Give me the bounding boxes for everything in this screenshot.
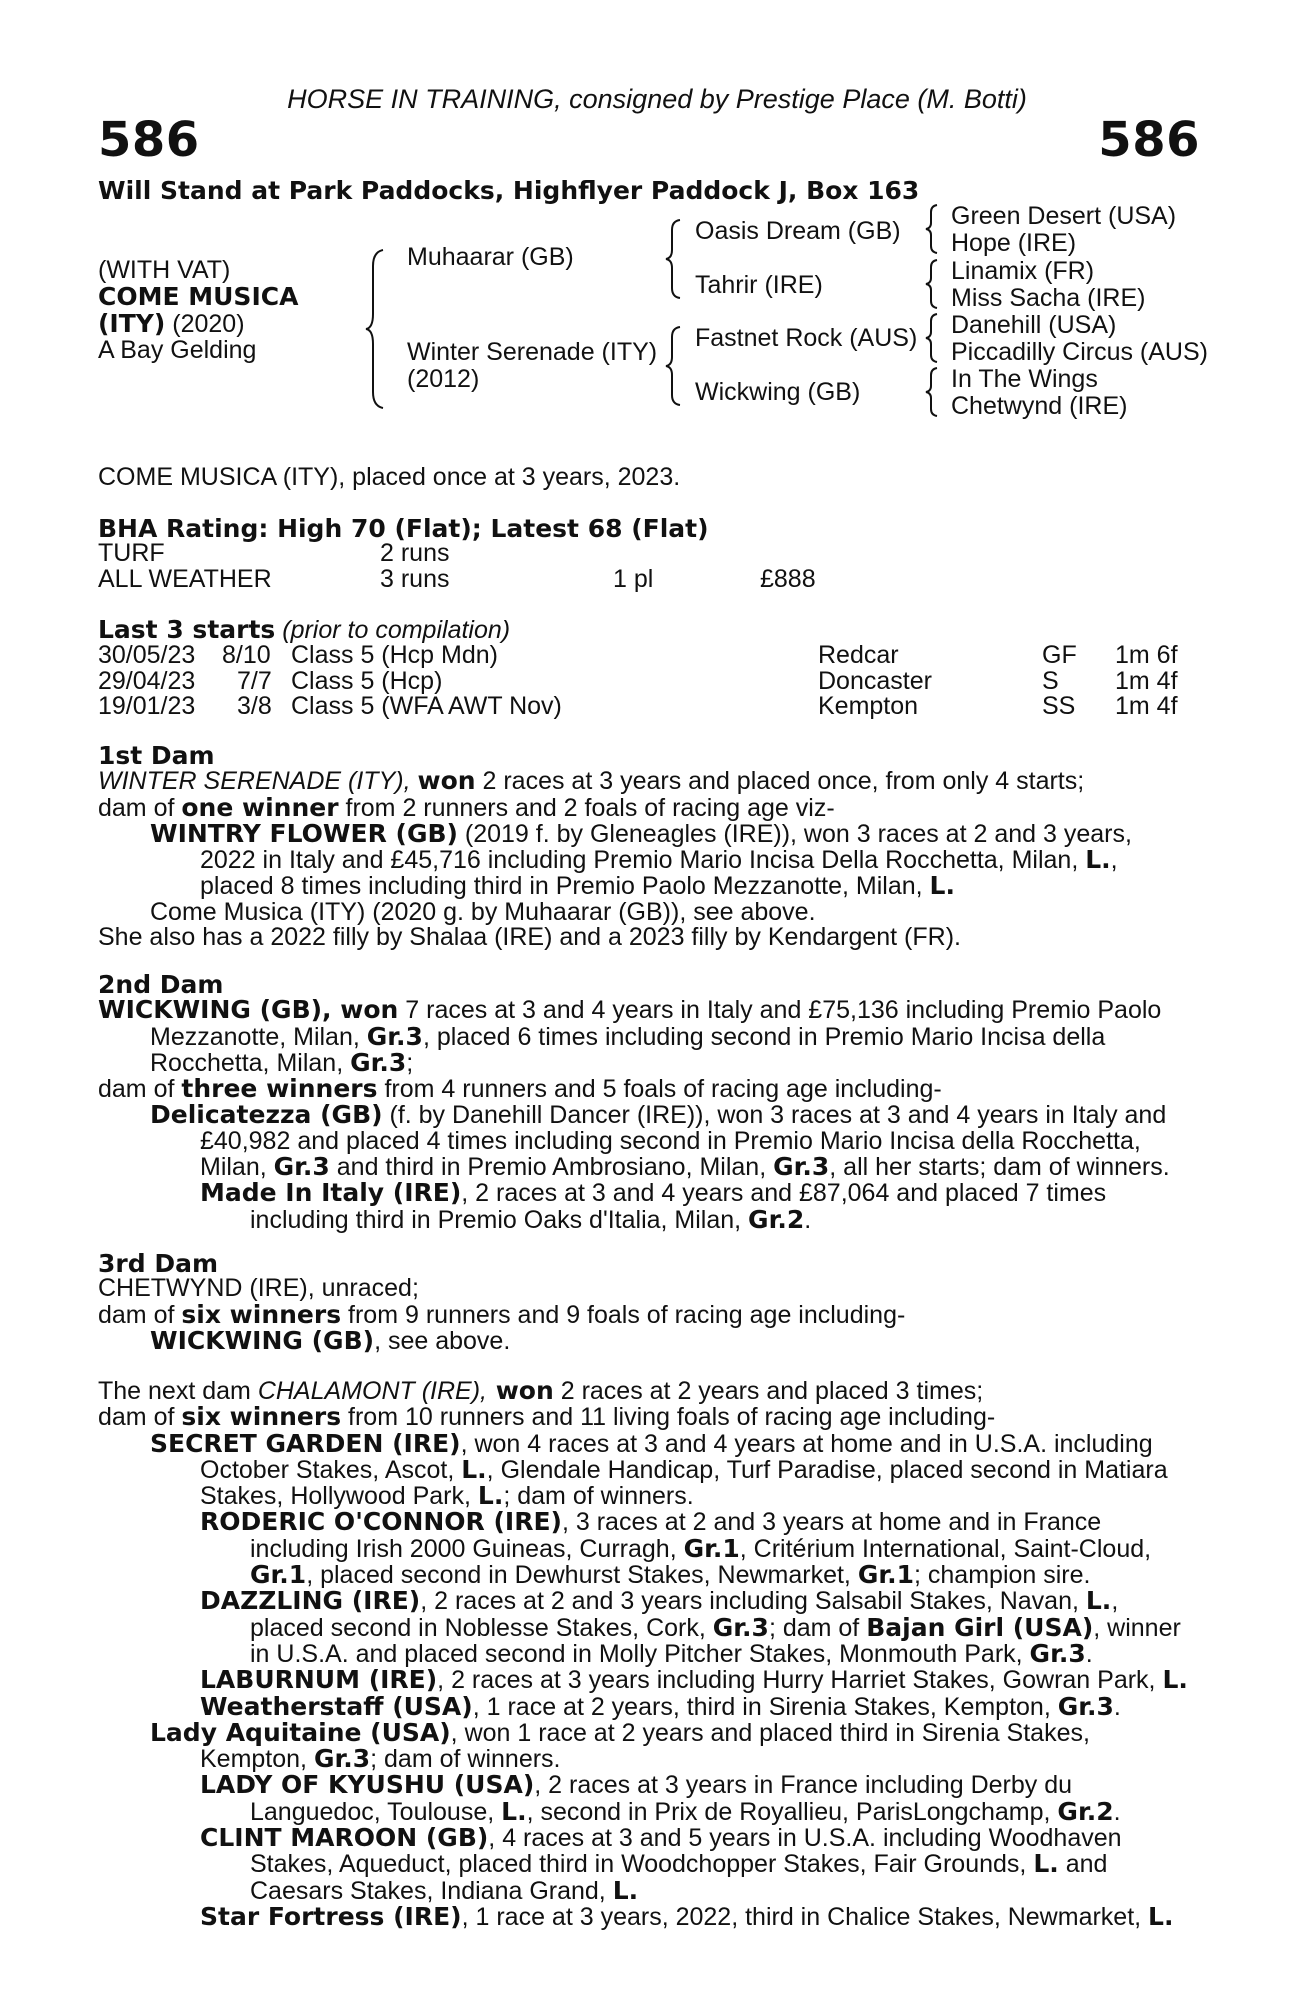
- rating-row-all-weather: ALL WEATHER 3 runs 1 pl £888: [98, 564, 816, 593]
- pedigree-brace-g1: [925, 203, 939, 255]
- next-dam-line: Stakes, Aqueduct, placed third in Woodchopper Stakes, Fair Grounds, L. and: [250, 1849, 1108, 1879]
- first-dam-section: [98, 743, 1198, 950]
- second-dam-line: including third in Premio Oaks d'Italia, Milan, Gr.2.: [250, 1204, 812, 1234]
- first-dam-line: Come Musica (ITY) (2020 g. by Muhaarar (GB)), see above.: [150, 897, 816, 926]
- first-dam-line: dam of one winner from 2 runners and 2 foals of racing age viz-: [98, 792, 835, 822]
- next-dam-section: [98, 1378, 1198, 1930]
- next-dam-line: DAZZLING (IRE), 2 races at 2 and 3 years including Salsabil Stakes, Navan, L.,: [200, 1586, 1119, 1616]
- next-dam-line: dam of six winners from 10 runners and 11 living foals of racing age including-: [98, 1402, 996, 1432]
- second-dam-line: Delicatezza (GB) (f. by Danehill Dancer (IRE)), won 3 races at 3 and 4 years in Italy and: [150, 1100, 1167, 1130]
- pedigree-g3-2: Hope (IRE): [951, 229, 1077, 257]
- horse-name: COME MUSICA: [98, 282, 299, 311]
- next-dam-line: SECRET GARDEN (IRE), won 4 races at 3 and 4 years at home and in U.S.A. including: [150, 1428, 1153, 1458]
- second-dam-heading: 2nd Dam: [98, 970, 224, 999]
- pedigree-g3-4: Miss Sacha (IRE): [951, 284, 1146, 312]
- pedigree-brace-sire: [665, 218, 683, 300]
- first-dam-line: 2022 in Italy and £45,716 including Premio Mario Incisa Della Rocchetta, Milan, L.,: [200, 845, 1118, 875]
- first-dam-line: WINTRY FLOWER (GB) (2019 f. by Gleneagles (IRE)), won 3 races at 2 and 3 years,: [150, 818, 1132, 848]
- third-dam-section: [98, 1251, 1198, 1354]
- pedigree-g3-3: Linamix (FR): [951, 257, 1095, 285]
- second-dam-line: Made In Italy (IRE), 2 races at 3 and 4 years and £87,064 and placed 7 times: [200, 1178, 1107, 1208]
- next-dam-line: Lady Aquitaine (USA), won 1 race at 2 years and placed third in Sirenia Stakes,: [150, 1717, 1090, 1747]
- horse-description: A Bay Gelding: [98, 336, 257, 364]
- pedigree-brace-dam: [665, 325, 683, 407]
- next-dam-line: The next dam CHALAMONT (IRE), won 2 races at 2 years and placed 3 times;: [98, 1376, 984, 1405]
- pedigree-sire: Muhaarar (GB): [407, 243, 574, 271]
- rating-row-turf: TURF 2 runs: [98, 539, 450, 568]
- lot-number-left: 586: [98, 112, 200, 168]
- pedigree-g3-1: Green Desert (USA): [951, 202, 1177, 230]
- next-dam-line: in U.S.A. and placed second in Molly Pitcher Stakes, Monmouth Park, Gr.3.: [250, 1638, 1093, 1668]
- second-dam-line: dam of three winners from 4 runners and 5 foals of racing age including-: [98, 1074, 942, 1104]
- third-dam-line: WICKWING (GB), see above.: [150, 1325, 511, 1355]
- first-dam-line: WINTER SERENADE (ITY), won 2 races at 3 years and placed once, from only 4 starts;: [98, 766, 1085, 796]
- lot-number-right: 586: [1098, 112, 1200, 168]
- next-dam-line: LABURNUM (IRE), 2 races at 3 years including Hurry Harriet Stakes, Gowran Park, L.: [200, 1665, 1188, 1695]
- third-dam-heading: 3rd Dam: [98, 1249, 218, 1278]
- pedigree-dam: Winter Serenade (ITY): [407, 338, 658, 366]
- next-dam-line: October Stakes, Ascot, L., Glendale Handicap, Turf Paradise, placed second in Matiara: [200, 1454, 1168, 1484]
- pedigree-g3-5: Danehill (USA): [951, 311, 1117, 339]
- last-starts-title: Last 3 starts (prior to compilation): [98, 615, 511, 644]
- first-dam-line: placed 8 times including third in Premio Paolo Mezzanotte, Milan, L.: [200, 871, 955, 901]
- next-dam-line: placed second in Noblesse Stakes, Cork, Gr.3; dam of Bajan Girl (USA), winner: [250, 1612, 1181, 1642]
- pedigree-brace-main: [365, 248, 387, 410]
- second-dam-line: WICKWING (GB), won 7 races at 3 and 4 years in Italy and £75,136 including Premio Paolo: [98, 995, 1162, 1025]
- second-dam-line: Mezzanotte, Milan, Gr.3, placed 6 times including second in Premio Mario Incisa della: [150, 1021, 1106, 1051]
- pedigree-g3-7: In The Wings: [951, 365, 1098, 393]
- horse-origin-year: (ITY) (2020): [98, 309, 245, 338]
- next-dam-line: Caesars Stakes, Indiana Grand, L.: [250, 1875, 639, 1905]
- start-row: 19/01/23 3/8 Class 5 (WFA AWT Nov) Kempton SS 1m 4f: [98, 691, 1178, 720]
- next-dam-line: Weatherstaff (USA), 1 race at 2 years, third in Sirenia Stakes, Kempton, Gr.3.: [200, 1691, 1121, 1721]
- second-dam-line: £40,982 and placed 4 times including second in Premio Mario Incisa della Rocchetta,: [200, 1126, 1141, 1155]
- last-starts-section: [98, 617, 1198, 719]
- second-dam-line: Rocchetta, Milan, Gr.3;: [150, 1047, 414, 1077]
- next-dam-line: CLINT MAROON (GB), 4 races at 3 and 5 years in U.S.A. including Woodhaven: [200, 1823, 1122, 1853]
- bha-rating-section: [98, 516, 1198, 592]
- next-dam-line: Gr.1, placed second in Dewhurst Stakes, Newmarket, Gr.1; champion sire.: [250, 1560, 1091, 1590]
- next-dam-line: including Irish 2000 Guineas, Curragh, Gr.1, Critérium International, Saint-Cloud,: [250, 1533, 1152, 1563]
- next-dam-line: LADY OF KYUSHU (USA), 2 races at 3 years in France including Derby du: [200, 1770, 1073, 1800]
- pedigree-g3-8: Chetwynd (IRE): [951, 392, 1128, 420]
- pedigree-brace-g3: [925, 312, 939, 364]
- stand-location: Will Stand at Park Paddocks, Highflyer Paddock J, Box 163: [98, 176, 920, 205]
- consignment-line: HORSE IN TRAINING, consigned by Prestige Place (M. Botti): [287, 84, 1027, 114]
- first-dam-heading: 1st Dam: [98, 741, 215, 770]
- start-row: 30/05/23 8/10 Class 5 (Hcp Mdn) Redcar GF 1m 6f: [98, 641, 1178, 670]
- third-dam-line: dam of six winners from 9 runners and 9 foals of racing age including-: [98, 1299, 906, 1329]
- pedigree-dam-year: (2012): [407, 365, 480, 393]
- pedigree-g3-6: Piccadilly Circus (AUS): [951, 338, 1208, 366]
- next-dam-line: Kempton, Gr.3; dam of winners.: [200, 1744, 561, 1774]
- race-summary: COME MUSICA (ITY), placed once at 3 years, 2023.: [98, 463, 681, 491]
- second-dam-line: Milan, Gr.3 and third in Premio Ambrosiano, Milan, Gr.3, all her starts; dam of winners.: [200, 1152, 1170, 1182]
- pedigree-sire-dam: Tahrir (IRE): [695, 271, 823, 299]
- third-dam-line: CHETWYND (IRE), unraced;: [98, 1274, 419, 1303]
- start-row: 29/04/23 7/7 Class 5 (Hcp) Doncaster S 1m 4f: [98, 666, 1178, 695]
- first-dam-line: She also has a 2022 filly by Shalaa (IRE) and a 2023 filly by Kendargent (FR).: [98, 923, 961, 952]
- next-dam-line: RODERIC O'CONNOR (IRE), 3 races at 2 and 3 years at home and in France: [200, 1507, 1102, 1537]
- pedigree-dam-sire: Fastnet Rock (AUS): [695, 324, 918, 352]
- pedigree-brace-g2: [925, 258, 939, 310]
- next-dam-line: Languedoc, Toulouse, L., second in Prix de Royallieu, ParisLongchamp, Gr.2.: [250, 1796, 1121, 1826]
- pedigree-dam-dam: Wickwing (GB): [695, 378, 861, 406]
- pedigree-sire-sire: Oasis Dream (GB): [695, 217, 901, 245]
- next-dam-line: Stakes, Hollywood Park, L.; dam of winners.: [200, 1481, 694, 1511]
- bha-rating-title: BHA Rating: High 70 (Flat); Latest 68 (Flat): [98, 514, 709, 543]
- next-dam-line: Star Fortress (IRE), 1 race at 3 years, 2022, third in Chalice Stakes, Newmarket, L.: [200, 1901, 1174, 1931]
- pedigree-brace-g4: [925, 366, 939, 418]
- second-dam-section: [98, 972, 1198, 1233]
- vat-note: (WITH VAT): [98, 256, 231, 284]
